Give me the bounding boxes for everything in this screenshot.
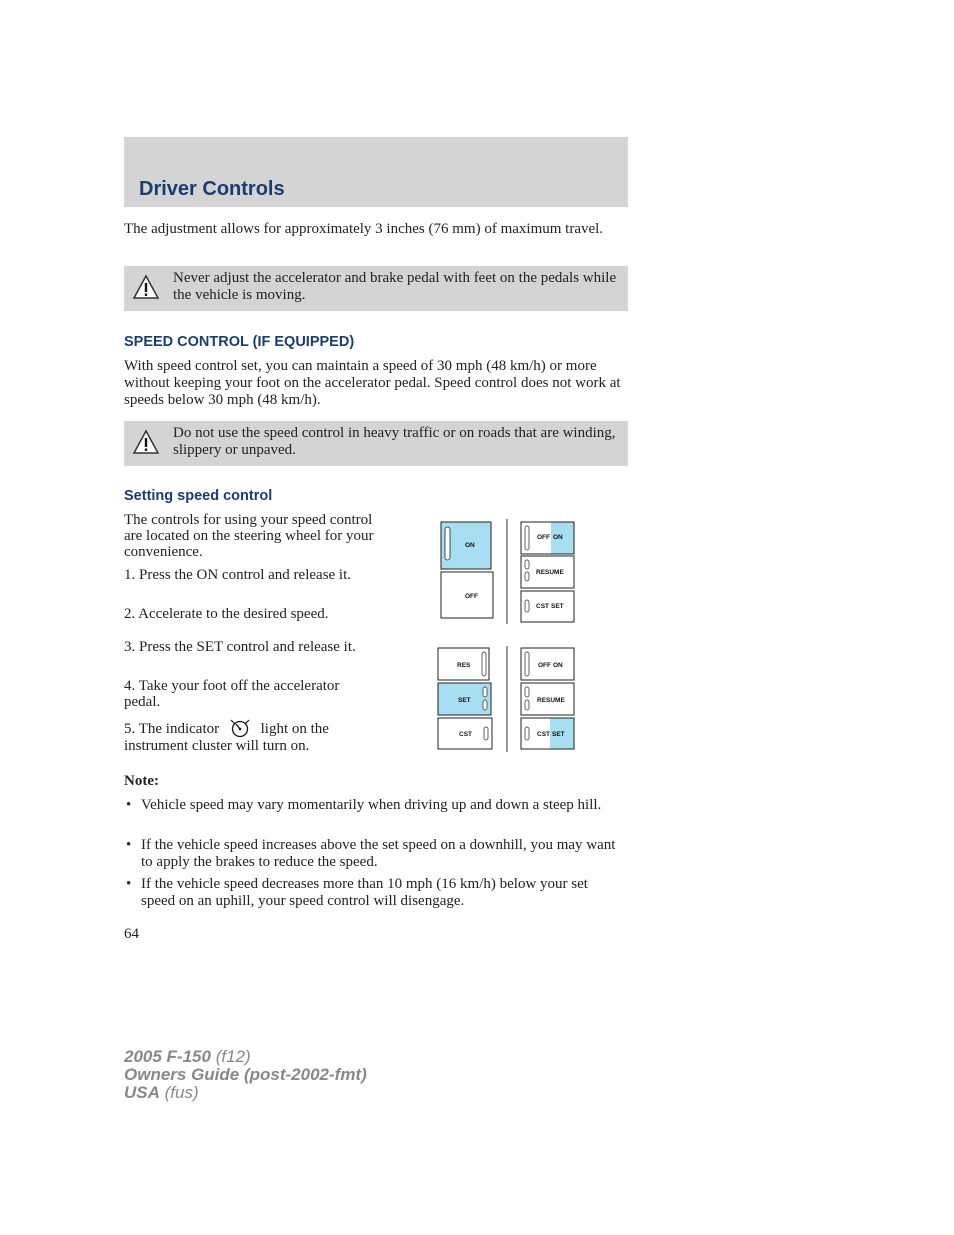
set-label: SET <box>552 731 565 738</box>
step-5-text-a: 5. The indicator <box>124 721 220 737</box>
on-label: ON <box>553 534 563 541</box>
document-footer <box>124 1048 367 1102</box>
speed-control-indicator-icon <box>227 718 253 738</box>
steps-intro: The controls for using your speed control are located on the steering wheel for your convenience. <box>124 512 374 560</box>
step-2: 2. Accelerate to the desired speed. <box>124 606 329 622</box>
warning-box <box>124 421 628 466</box>
resume-label: RESUME <box>536 569 564 576</box>
step-1: 1. Press the ON control and release it. <box>124 567 352 583</box>
intro-paragraph: The adjustment allows for approximately 3 inches (76 mm) of maximum travel. <box>124 221 604 237</box>
off-label: OFF <box>538 662 551 669</box>
step-5-text-b: light on the <box>260 721 329 737</box>
step-3: 3. Press the SET control and release it. <box>124 639 356 655</box>
page-number: 64 <box>124 926 139 942</box>
footer-model: 2005 F-150 <box>124 1047 211 1066</box>
cst-label: CST <box>537 731 550 738</box>
note-bullet-text: Vehicle speed may vary momentarily when driving up and down a steep hill. <box>141 797 602 813</box>
section-paragraph: With speed control set, you can maintain a speed of 30 mph (48 km/h) or more without keeping your foot on the accelerator pedal. Speed control does not work at speeds below 30 mph (48 km/h). <box>124 358 621 408</box>
on-label: ON <box>553 662 563 669</box>
section-header-bar <box>124 137 628 207</box>
note-bullet-text: If the vehicle speed decreases more than 10 mph (16 km/h) below your set speed on an uphill, your speed control will disengage. <box>141 876 588 909</box>
set-label: SET <box>458 697 471 704</box>
warning-box <box>124 266 628 311</box>
note-bullet-text: If the vehicle speed increases above the set speed on a downhill, you may want to apply the brakes to reduce the speed. <box>141 837 616 870</box>
warning-text: Do not use the speed control in heavy traffic or on roads that are winding, slippery or unpaved. <box>173 425 616 458</box>
on-label: ON <box>465 542 475 549</box>
step-4: 4. Take your foot off the accelerator pedal. <box>124 678 340 710</box>
cst-label: CST <box>459 731 472 738</box>
warning-text: Never adjust the accelerator and brake pedal with feet on the pedals while the vehicle is moving. <box>173 270 617 303</box>
warning-icon <box>132 429 160 455</box>
footer-market-code: (fus) <box>164 1083 199 1102</box>
set-label: SET <box>551 603 564 610</box>
note-heading: Note: <box>124 773 159 789</box>
subsection-heading: Setting speed control <box>124 488 273 504</box>
cst-label: CST <box>536 603 549 610</box>
page-title: Driver Controls <box>139 178 285 200</box>
resume-label: RESUME <box>537 697 565 704</box>
step-5-text-c: instrument cluster will turn on. <box>124 738 310 754</box>
footer-model-code: (f12) <box>215 1047 251 1066</box>
off-label: OFF <box>537 534 550 541</box>
footer-market: USA <box>124 1083 160 1102</box>
warning-icon <box>132 274 160 300</box>
footer-guide: Owners Guide (post-2002-fmt) <box>124 1065 367 1084</box>
speed-control-diagram-set <box>430 644 590 754</box>
step-5 <box>124 718 384 755</box>
speed-control-diagram-on <box>430 516 590 628</box>
res-label: RES <box>457 662 471 669</box>
section-heading: SPEED CONTROL (IF EQUIPPED) <box>124 334 355 350</box>
off-label: OFF <box>465 593 478 600</box>
